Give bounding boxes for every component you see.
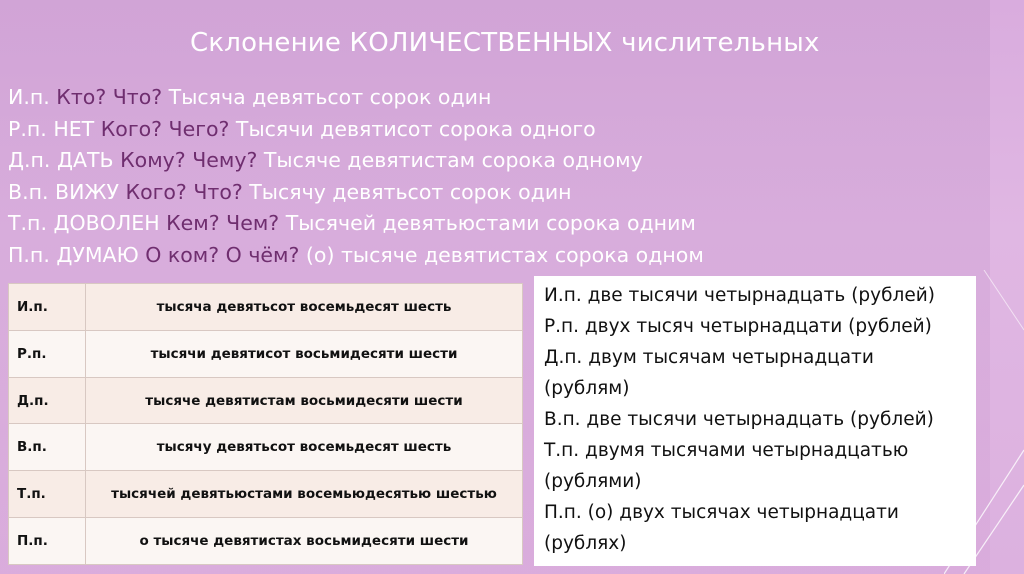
table-row — [9, 518, 523, 565]
table-cell-form: тысячей девятьюстами восемьюдесятью шестью — [86, 471, 523, 518]
example-line: И.п. две тысячи четырнадцать (рублей) — [544, 285, 935, 306]
table-cell-case: П.п. — [9, 518, 86, 565]
declension-case: П.п. ДУМАЮ — [8, 242, 146, 267]
declension-case: В.п. ВИЖУ — [8, 179, 126, 204]
declension-case: И.п. — [8, 85, 57, 109]
table-cell-form: тысяче девятистам восьмидесяти шести — [86, 377, 523, 424]
declension-question: Кого? Чего? — [100, 116, 230, 141]
declension-form: (о) тысяче девятистах сорока одном — [299, 242, 704, 267]
table-row — [9, 471, 523, 518]
example-line: Т.п. двумя тысячами четырнадцатью — [544, 440, 909, 461]
example-line: (рублям) — [544, 378, 630, 399]
table-cell-form: тысячу девятьсот восемьдесят шесть — [86, 424, 523, 471]
table-cell-form: тысячи девятисот восьмидесяти шести — [86, 330, 523, 377]
declension-case: Р.п. НЕТ — [8, 116, 101, 141]
declension-question: Кому? Чему? — [120, 148, 258, 172]
declension-item-accusative — [8, 177, 704, 209]
declension-item-prepositional — [8, 240, 704, 272]
declension-form: Тысяче девятистам сорока одному — [257, 148, 643, 172]
declension-question: Кем? Чем? — [166, 211, 280, 235]
declension-item-genitive — [8, 114, 704, 146]
table-cell-form: тысяча девятьсот восемьдесят шесть — [86, 284, 523, 331]
declension-list — [8, 82, 704, 271]
declension-form: Тысячу девятьсот сорок один — [242, 179, 572, 204]
table-row — [9, 377, 523, 424]
table-row — [9, 424, 523, 471]
table-row — [9, 284, 523, 331]
table-cell-case: Р.п. — [9, 330, 86, 377]
declension-form: Тысяча девятьсот сорок один — [162, 85, 492, 109]
example-line: Р.п. двух тысяч четырнадцати (рублей) — [544, 316, 932, 337]
declension-question: Кто? Что? — [56, 85, 163, 109]
example-line: В.п. две тысячи четырнадцать (рублей) — [544, 409, 934, 430]
declension-item-instrumental — [8, 208, 704, 240]
example-box — [534, 276, 976, 566]
declension-question: О ком? О чём? — [145, 242, 300, 267]
declension-form: Тысячей девятьюстами сорока одним — [279, 211, 696, 235]
page-title: Склонение КОЛИЧЕСТВЕННЫХ числительных — [190, 28, 820, 58]
declension-form: Тысячи девятисот сорока одного — [229, 116, 596, 141]
declension-item-dative — [8, 145, 704, 177]
table-cell-case: И.п. — [9, 284, 86, 331]
declension-table — [8, 283, 523, 565]
table-row — [9, 330, 523, 377]
example-line: (рублями) — [544, 471, 642, 492]
declension-case: Т.п. ДОВОЛЕН — [8, 211, 167, 235]
table-cell-case: Т.п. — [9, 471, 86, 518]
table-cell-form: о тысяче девятистах восьмидесяти шести — [86, 518, 523, 565]
declension-question: Кого? Что? — [125, 179, 243, 204]
example-line: (рублях) — [544, 533, 627, 554]
example-line: П.п. (о) двух тысячах четырнадцати — [544, 502, 899, 523]
declension-case: Д.п. ДАТЬ — [8, 148, 121, 172]
declension-item-nominative — [8, 82, 704, 114]
table-cell-case: В.п. — [9, 424, 86, 471]
example-line: Д.п. двум тысячам четырнадцати — [544, 347, 874, 368]
table-cell-case: Д.п. — [9, 377, 86, 424]
